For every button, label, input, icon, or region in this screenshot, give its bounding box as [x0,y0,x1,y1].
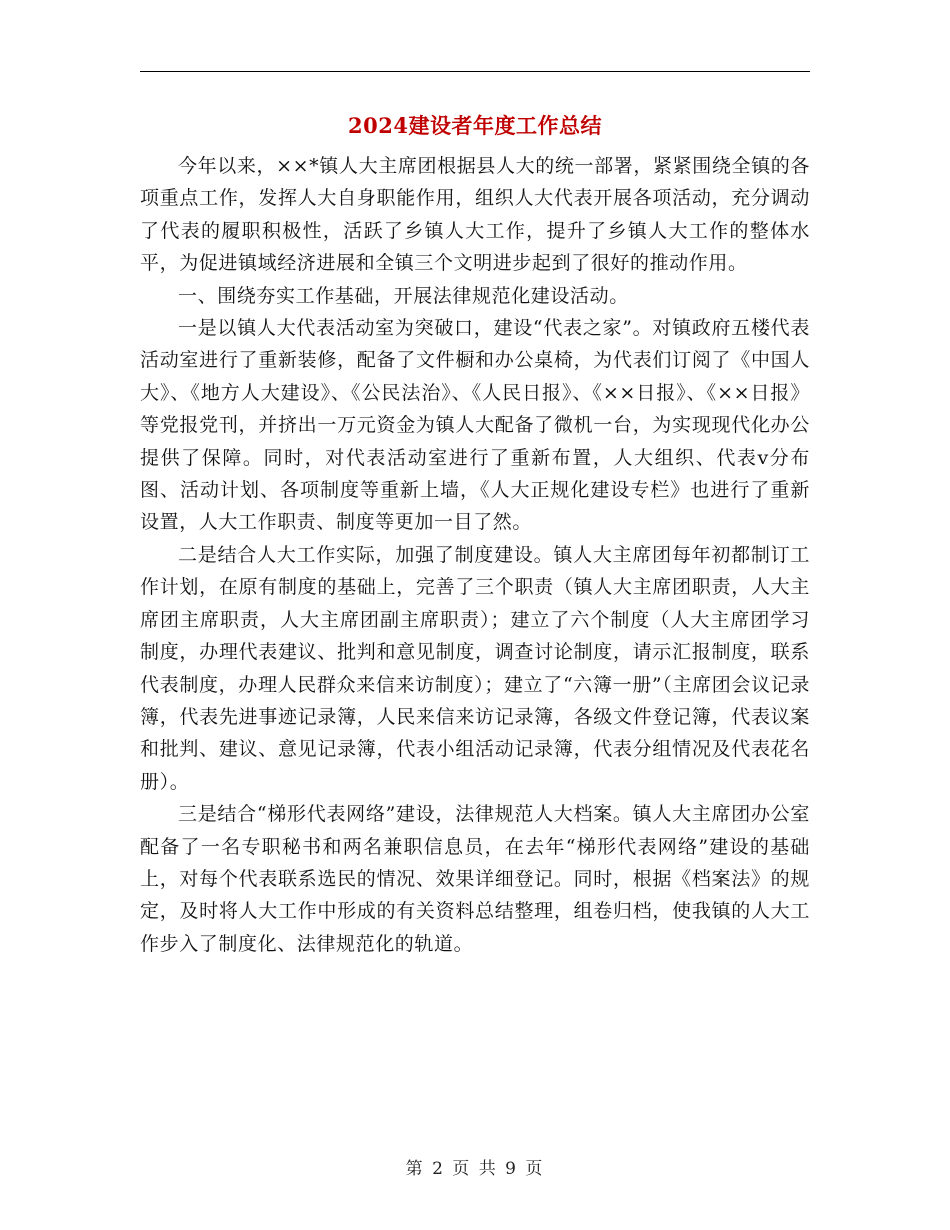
page-number-footer: 第 2 页 共 9 页 [405,1159,545,1179]
paragraph-item-1: 一是以镇人大代表活动室为突破口，建设“代表之家”。对镇政府五楼代表活动室进行了重新装修，配备了文件橱和办公桌椅，为代表们订阅了《中国人大》、《地方人大建设》、《公民法治》、《人民日报》、《××日报》、《××日报》等党报党刊，并挤出一万元资金为镇人大配备了微机一台，为实现现代化办公提供了保障。同时，对代表活动室进行了重新布置，人大组织、代表v分布图、活动计划、各项制度等重新上墙，《人大正规化建设专栏》也进行了重新设置，人大工作职责、制度等更加一目了然。 [140,317,810,534]
paragraph-intro: 今年以来，××*镇人大主席团根据县人大的统一部署，紧紧围绕全镇的各项重点工作，发挥人大自身职能作用，组织人大代表开展各项活动，充分调动了代表的履职积极性，活跃了乡镇人大工作，提升了乡镇人大工作的整体水平，为促进镇域经济进展和全镇三个文明进步起到了很好的推动作用。 [140,155,810,275]
document-body [140,150,810,960]
document-title: 2024建设者年度工作总结 [348,113,602,138]
header-rule [140,71,810,72]
section-heading-1: 一、围绕夯实工作基础，开展法律规范化建设活动。 [178,284,629,307]
paragraph-item-3: 三是结合“梯形代表网络”建设，法律规范人大档案。镇人大主席团办公室配备了一名专职秘书和两名兼职信息员，在去年“梯形代表网络”建设的基础上，对每个代表联系选民的情况、效果详细登记。同时，根据《档案法》的规定，及时将人大工作中形成的有关资料总结整理，组卷归档，使我镇的人大工作步入了制度化、法律规范化的轨道。 [140,803,810,955]
paragraph-item-2: 二是结合人大工作实际，加强了制度建设。镇人大主席团每年初都制订工作计划，在原有制度的基础上，完善了三个职责（镇人大主席团职责，人大主席团主席职责，人大主席团副主席职责）；建立了六个制度（人大主席团学习制度，办理代表建议、批判和意见制度，调查讨论制度，请示汇报制度，联系代表制度，办理人民群众来信来访制度）；建立了“六簿一册”（主席团会议记录簿，代表先进事迹记录簿，人民来信来访记录簿，各级文件登记簿，代表议案和批判、建议、意见记录簿，代表小组活动记录簿，代表分组情况及代表花名册）。 [140,543,810,793]
